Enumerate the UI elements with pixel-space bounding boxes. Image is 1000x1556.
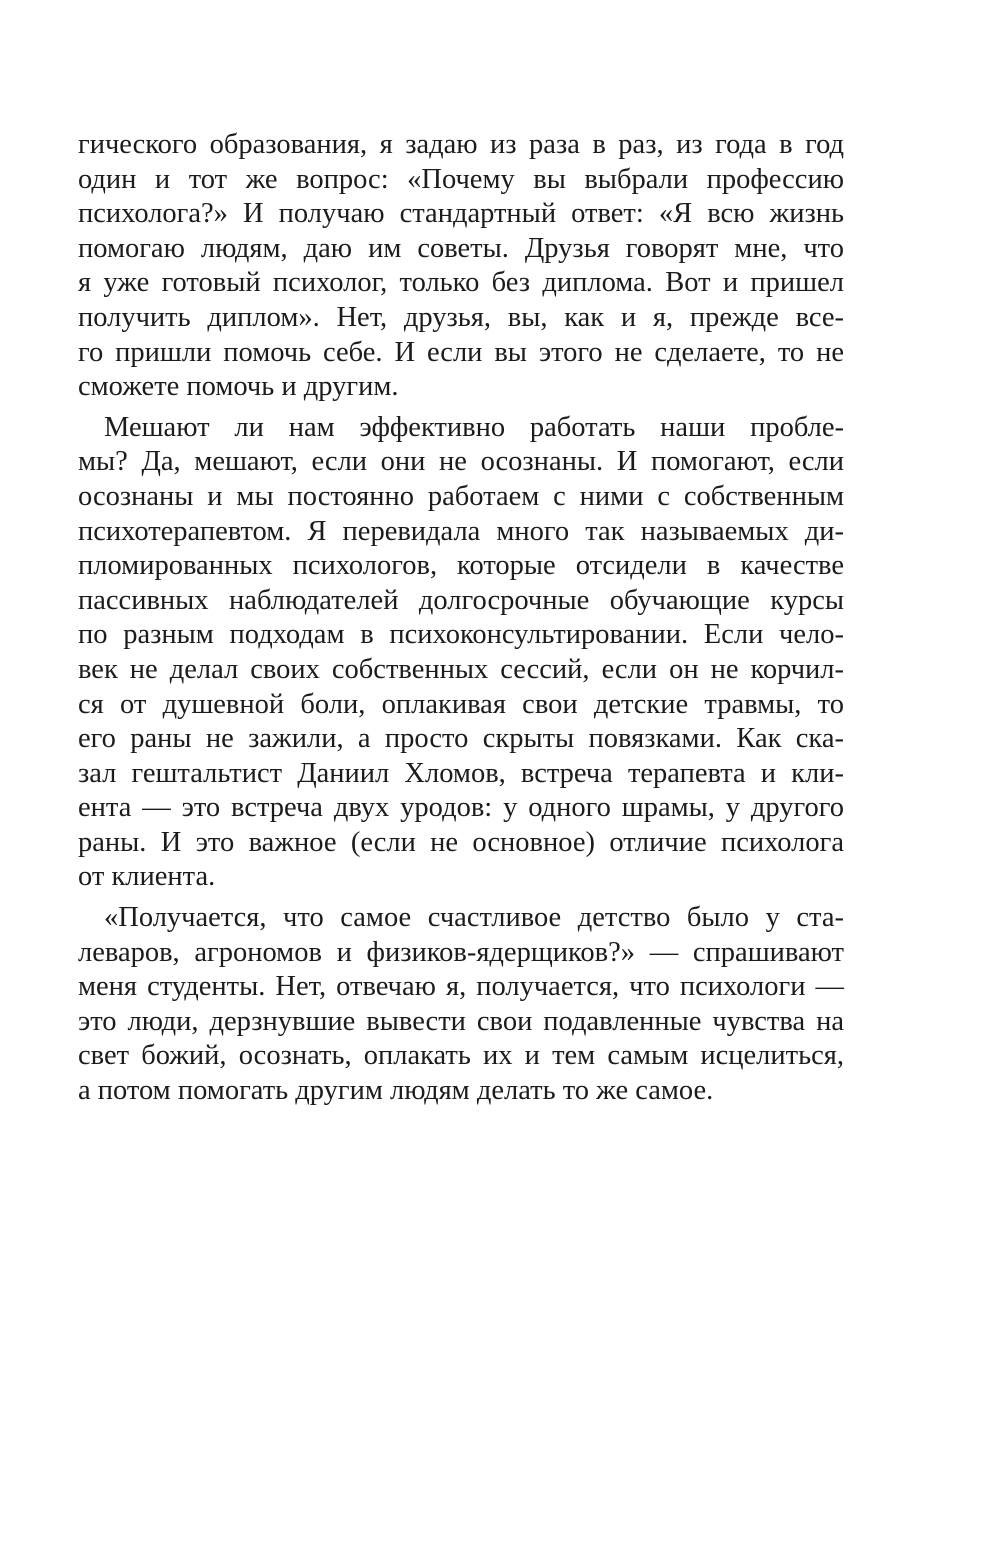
text-line: психолога?» И получаю стандартный ответ: «Я всю жизнь <box>78 198 844 230</box>
text-line: пломированных психологов, которые отсидели в качестве <box>78 550 844 582</box>
text-line: получить диплом». Нет, друзья, вы, как и я, прежде все- <box>78 301 844 333</box>
text-line: го пришли помочь себе. И если вы этого не сделаете, то не <box>78 336 844 368</box>
text-line: я уже готовый психолог, только без диплома. Вот и пришел <box>78 267 844 299</box>
text-line: «Получается, что самое счастливое детство было у ста- <box>104 902 844 934</box>
paragraph-1 <box>78 128 844 405</box>
text-line: раны. И это важное (если не основное) отличие психолога <box>78 826 844 858</box>
text-line: по разным подходам в психоконсультировании. Если чело- <box>78 619 844 651</box>
text-line: от клиента. <box>78 861 216 893</box>
text-line: век не делал своих собственных сессий, если он не корчил- <box>78 653 844 685</box>
text-line: ся от душевной боли, оплакивая свои детские травмы, то <box>78 688 844 720</box>
text-line: ента — это встреча двух уродов: у одного шрамы, у другого <box>78 792 844 824</box>
text-line: свет божий, осознать, оплакать их и тем самым исцелиться, <box>78 1040 844 1072</box>
text-line: пассивных наблюдателей долгосрочные обучающие курсы <box>78 584 844 616</box>
text-line: помогаю людям, даю им советы. Друзья говорят мне, что <box>78 232 844 264</box>
text-line: леваров, агрономов и физиков-ядерщиков?» — спрашивают <box>78 936 844 968</box>
body-text <box>78 128 844 1109</box>
text-line: осознаны и мы постоянно работаем с ними с собственным <box>78 480 844 512</box>
text-line: меня студенты. Нет, отвечаю я, получается, что психологи — <box>78 971 844 1003</box>
text-line: сможете помочь и другим. <box>78 371 399 403</box>
text-line: мы? Да, мешают, если они не осознаны. И помогают, если <box>78 446 844 478</box>
text-line: его раны не зажили, а просто скрыты повязками. Как ска- <box>78 723 844 755</box>
text-line: психотерапевтом. Я перевидала много так называемых ди- <box>78 515 844 547</box>
text-line: зал гештальтист Даниил Хломов, встреча терапевта и кли- <box>78 757 844 789</box>
paragraph-3 <box>78 901 844 1109</box>
text-line: Мешают ли нам эффективно работать наши пробле- <box>104 411 844 443</box>
text-line: гического образования, я задаю из раза в раз, из года в год <box>78 129 844 160</box>
text-line: а потом помогать другим людям делать то же самое. <box>78 1075 714 1107</box>
text-line: это люди, дерзнувшие вывести свои подавленные чувства на <box>78 1005 844 1037</box>
text-line: один и тот же вопрос: «Почему вы выбрали профессию <box>78 163 844 195</box>
paragraph-2 <box>78 411 844 895</box>
